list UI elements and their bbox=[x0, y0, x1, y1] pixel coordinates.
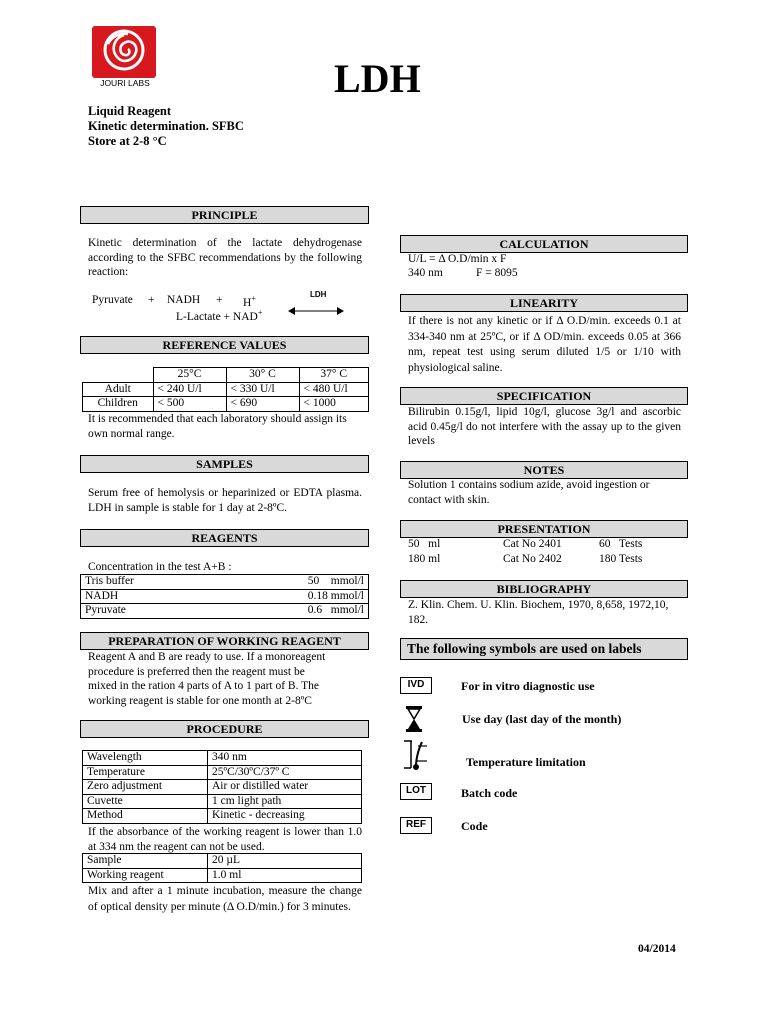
presentation-row bbox=[408, 537, 683, 552]
ref-label: Code bbox=[461, 819, 488, 833]
reagents-table bbox=[80, 574, 369, 619]
reagents-heading: REAGENTS bbox=[80, 529, 369, 547]
principle-text: Kinetic determination of the lactate dehydrogenase according to the SFBC recommendations by the following reaction: bbox=[88, 237, 362, 278]
reference-row-label: Children bbox=[83, 397, 154, 412]
reference-cell: < 240 U/l bbox=[153, 382, 226, 397]
ivd-box-icon: IVD bbox=[400, 677, 432, 694]
procedure-value: Air or distilled water bbox=[208, 780, 362, 795]
reference-heading: REFERENCE VALUES bbox=[80, 336, 369, 354]
plus-sign-1: + bbox=[148, 294, 155, 306]
presentation-cat: Cat No 2401 bbox=[503, 538, 562, 550]
subtitle-3: Store at 2-8 °C bbox=[88, 134, 167, 148]
ivd-label: For in vitro diagnostic use bbox=[461, 679, 595, 693]
procedure-value: 1.0 ml bbox=[208, 868, 362, 883]
procedure-table-2 bbox=[82, 853, 362, 883]
symbols-heading: The following symbols are used on labels bbox=[400, 638, 688, 660]
presentation-rows bbox=[408, 537, 683, 566]
reagent-value: 0.6 mmol/l bbox=[216, 604, 369, 619]
temperature-label: Temperature limitation bbox=[466, 755, 586, 769]
reference-cell: < 480 U/l bbox=[299, 382, 369, 397]
reference-col: 30° C bbox=[226, 368, 299, 383]
linearity-heading: LINEARITY bbox=[400, 294, 688, 312]
procedure-param: Method bbox=[83, 809, 208, 824]
presentation-volume: 50 ml bbox=[408, 538, 441, 550]
reagent-value: 50 mmol/l bbox=[216, 575, 369, 590]
calculation-formula: U/L = Δ O.D/min x F bbox=[408, 253, 507, 265]
procedure-param: Temperature bbox=[83, 765, 208, 780]
enzyme-label: LDH bbox=[310, 290, 327, 299]
reference-cell: < 1000 bbox=[299, 397, 369, 412]
procedure-final: Mix and after a 1 minute incubation, measure the change of optical density per minute (Δ O.D/min.) for 3 minutes. bbox=[88, 885, 362, 913]
preparation-text bbox=[88, 650, 368, 708]
reference-table bbox=[82, 367, 369, 412]
procedure-table bbox=[82, 750, 362, 824]
presentation-cat: Cat No 2402 bbox=[503, 552, 562, 565]
page-title: LDH bbox=[334, 56, 421, 101]
notes-heading: NOTES bbox=[400, 461, 688, 479]
notes-text: Solution 1 contains sodium azide, avoid ingestion or contact with skin. bbox=[408, 479, 650, 506]
presentation-tests: 60 Tests bbox=[599, 538, 643, 550]
presentation-tests: 180 Tests bbox=[599, 552, 643, 565]
reference-corner bbox=[83, 368, 154, 383]
calculation-wavelength: 340 nm bbox=[408, 267, 443, 279]
presentation-volume: 180 ml bbox=[408, 552, 441, 565]
specification-heading: SPECIFICATION bbox=[400, 387, 688, 405]
reference-note: It is recommended that each laboratory should assign its own normal range. bbox=[88, 413, 347, 440]
procedure-param: Working reagent bbox=[83, 868, 208, 883]
reference-cell: < 330 U/l bbox=[226, 382, 299, 397]
rose-icon bbox=[92, 26, 156, 78]
lot-box-icon: LOT bbox=[400, 783, 432, 800]
calculation-factor: F = 8095 bbox=[476, 267, 518, 279]
samples-text: Serum free of hemolysis or heparinized or EDTA plasma. LDH in sample is stable for 1 day at 2-8ºC. bbox=[88, 487, 362, 514]
samples-heading: SAMPLES bbox=[80, 455, 369, 473]
procedure-param: Wavelength bbox=[83, 751, 208, 766]
footer-date: 04/2014 bbox=[638, 943, 676, 955]
thermometer-icon bbox=[400, 738, 430, 772]
reversible-arrow-icon bbox=[288, 306, 344, 316]
presentation-row bbox=[408, 552, 683, 567]
reference-row-label: Adult bbox=[83, 382, 154, 397]
reagent-value: 0.18 mmol/l bbox=[216, 589, 369, 604]
preparation-line: procedure is preferred then the reagent must be bbox=[88, 665, 305, 678]
procedure-value: 20 µL bbox=[208, 854, 362, 869]
preparation-line: Reagent A and B are ready to use. If a monoreagent bbox=[88, 651, 326, 663]
brand-name: JOURI LABS bbox=[100, 78, 150, 88]
procedure-value: Kinetic - decreasing bbox=[208, 809, 362, 824]
bibliography-heading: BIBLIOGRAPHY bbox=[400, 580, 688, 598]
linearity-text: If there is not any kinetic or if Δ O.D/min. exceeds 0.1 at 334-340 nm at 25ºC, or if Δ OD/min. exceeds 0.05 at 366 nm, repeat test using serum diluted 1/5 or 1/10 with physiological saline. bbox=[408, 315, 681, 374]
presentation-heading: PRESENTATION bbox=[400, 520, 688, 538]
preparation-heading: PREPARATION OF WORKING REAGENT bbox=[80, 632, 369, 650]
subtitle-1: Liquid Reagent bbox=[88, 104, 172, 118]
procedure-param: Zero adjustment bbox=[83, 780, 208, 795]
bibliography-text: Z. Klin. Chem. U. Klin. Biochem, 1970, 8,658, 1972,10, 182. bbox=[408, 599, 669, 626]
reaction bbox=[92, 290, 362, 326]
preparation-line: mixed in the ration 4 parts of A to 1 part of B. The bbox=[88, 680, 320, 692]
lot-label: Batch code bbox=[461, 786, 518, 800]
reference-cell: < 500 bbox=[153, 397, 226, 412]
brand-logo bbox=[92, 26, 156, 78]
reagents-intro: Concentration in the test A+B : bbox=[88, 561, 232, 573]
principle-heading: PRINCIPLE bbox=[80, 206, 369, 224]
reference-col: 37° C bbox=[299, 368, 369, 383]
procedure-heading: PROCEDURE bbox=[80, 720, 369, 738]
ref-box-icon: REF bbox=[400, 817, 432, 834]
expiry-label: Use day (last day of the month) bbox=[462, 712, 622, 726]
procedure-value: 340 nm bbox=[208, 751, 362, 766]
reference-cell: < 690 bbox=[226, 397, 299, 412]
reactant-nadh: NADH bbox=[167, 294, 201, 306]
reagent-name: Tris buffer bbox=[81, 575, 216, 590]
plus-sign-2: + bbox=[216, 294, 223, 306]
hourglass-icon bbox=[404, 705, 424, 733]
preparation-line: working reagent is stable for one month at 2-8ºC bbox=[88, 694, 312, 707]
reagent-name: Pyruvate bbox=[81, 604, 216, 619]
reference-col: 25°C bbox=[153, 368, 226, 383]
procedure-param: Sample bbox=[83, 854, 208, 869]
procedure-note: If the absorbance of the working reagent is lower than 1.0 at 334 nm the reagent can not be used. bbox=[88, 826, 362, 853]
procedure-value: 1 cm light path bbox=[208, 794, 362, 809]
subtitle-2: Kinetic determination. SFBC bbox=[88, 119, 244, 133]
calculation-heading: CALCULATION bbox=[400, 235, 688, 253]
specification-text: Bilirubin 0.15g/l, lipid 10g/l, glucose 3g/l and ascorbic acid 0.45g/l do not interfere with the assay up to the given levels bbox=[408, 406, 681, 447]
reactant-pyruvate: Pyruvate bbox=[92, 294, 133, 306]
products: L-Lactate + NAD+ bbox=[176, 308, 263, 323]
procedure-value: 25ºC/30ºC/37º C bbox=[208, 765, 362, 780]
reactant-h: H+ bbox=[243, 294, 256, 309]
reagent-name: NADH bbox=[81, 589, 216, 604]
procedure-param: Cuvette bbox=[83, 794, 208, 809]
